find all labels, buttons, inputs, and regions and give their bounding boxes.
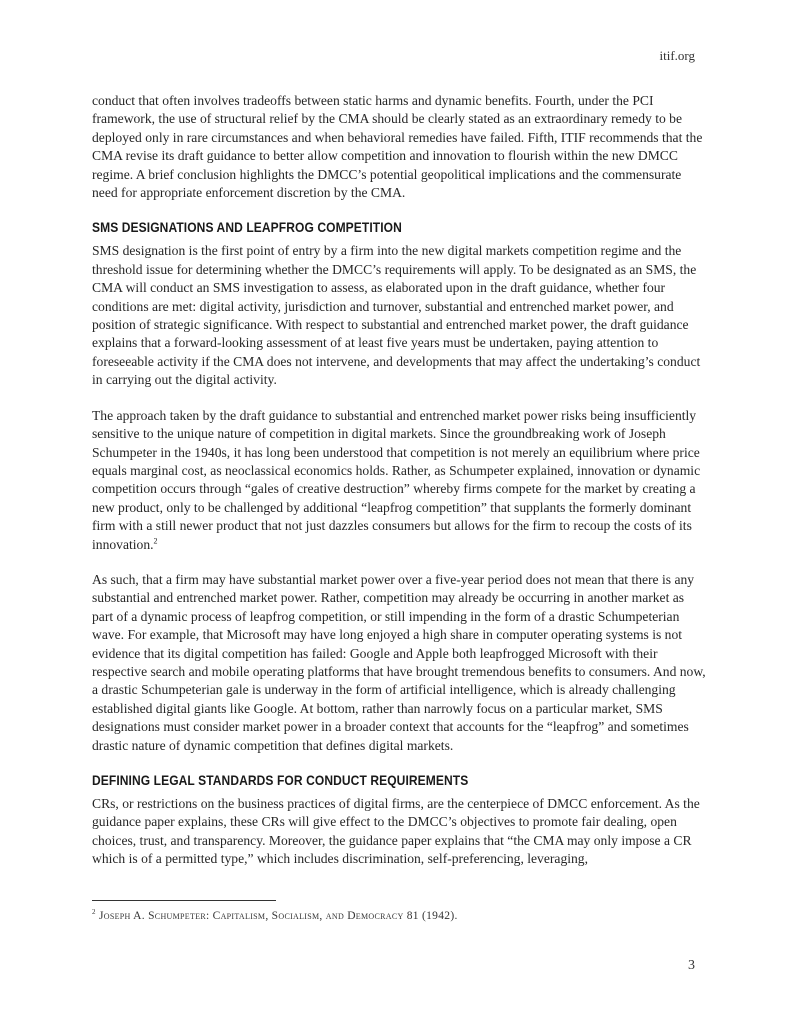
intro-paragraph: conduct that often involves tradeoffs between static harms and dynamic benefits. Fourth, under the PCI framework, the use of structural relief by the CMA should be clearly stated as an extraordinary remedy to be deployed only in rare circumstances and when behavioral remedies have failed. Fifth, ITIF recommends that the CMA revise its draft guidance to better allow competition and innovation to flourish within the new DMCC regime. A brief conclusion highlights the DMCC’s potential geopolitical implications and the commensurate need for appropriate enforcement discretion by the CMA. bbox=[92, 93, 703, 201]
footnote-ref[interactable]: 2 bbox=[153, 536, 158, 545]
sms-paragraph-2 bbox=[92, 407, 708, 554]
footnote-number: 2 bbox=[92, 908, 96, 916]
section-heading-conduct: DEFINING LEGAL STANDARDS FOR CONDUCT REQUIREMENTS bbox=[92, 772, 469, 788]
footnote-text: Joseph A. Schumpeter: Capitalism, Socialism, and Democracy 81 (1942). bbox=[99, 909, 458, 922]
page-number: 3 bbox=[688, 958, 695, 973]
page-content bbox=[92, 92, 708, 886]
section-heading-sms: SMS DESIGNATIONS AND LEAPFROG COMPETITION bbox=[92, 219, 402, 236]
footnote-divider bbox=[92, 900, 276, 901]
site-header: itif.org bbox=[659, 48, 695, 63]
sms-paragraph-1: SMS designation is the first point of entry by a firm into the new digital markets competition regime and the threshold issue for determining whether the DMCC’s requirements will apply. To be designated as an SMS, the CMA will conduct an SMS investigation to assess, as elaborated upon in the draft guidance, whether four conditions are met: digital activity, jurisdiction and turnover, substantial and entrenched market power, and position of strategic significance. With respect to substantial and entrenched market power, the draft guidance explains that a forward-looking assessment of at least five years must be undertaken, paying attention to foreseeable activity if the CMA does not intervene, and developments that may affect the undertaking’s conduct in carrying out the digital activity. bbox=[92, 243, 701, 388]
sms-paragraph-2-text: The approach taken by the draft guidance to substantial and entrenched market power risks being insufficiently sensitive to the unique nature of competition in digital markets. Since the groundbreaking work of Joseph Schumpeter in the 1940s, it has long been understood that competition is not merely an equilibrium where price equals marginal cost, as neoclassical economics holds. Rather, as Schumpeter explained, innovation or dynamic competition occurs through “gales of creative destruction” whereby firms compete for the market by creating a new product, only to be challenged by additional “leapfrog competition” that supplants the formerly dominant firm with a still newer product that not just dazzles consumers but allows for the firm to recoup the costs of its innovation. bbox=[92, 407, 701, 552]
footnote bbox=[92, 908, 458, 922]
sms-paragraph-3: As such, that a firm may have substantial market power over a five-year period does not mean that there is any substantial and entrenched market power. Rather, competition may already be occurring in another market as part of a dynamic process of leapfrog competition, or still impending in the form of a drastic Schumpeterian wave. For example, that Microsoft may have long enjoyed a high share in computer operating systems is not evidence that its digital competition has failed: Google and Apple both leapfrogged Microsoft with their respective search and mobile operating platforms that have brought tremendous benefits to consumers. And now, a drastic Schumpeterian gale is underway in the form of artificial intelligence, which is already challenging established digital giants like Google. At bottom, rather than narrowly focus on a particular market, SMS designations must consider market power in a broader context that accounts for the “leapfrog” and sometimes drastic nature of dynamic competition that defines digital markets. bbox=[92, 571, 706, 753]
conduct-paragraph-1: CRs, or restrictions on the business practices of digital firms, are the centerpiece of DMCC enforcement. As the guidance paper explains, these CRs will give effect to the DMCC’s objectives to promote fair dealing, open choices, trust, and transparency. Moreover, the guidance paper explains that “the CMA may only impose a CR which is of a permitted type,” which includes discrimination, self-preferencing, leveraging, bbox=[92, 796, 700, 867]
